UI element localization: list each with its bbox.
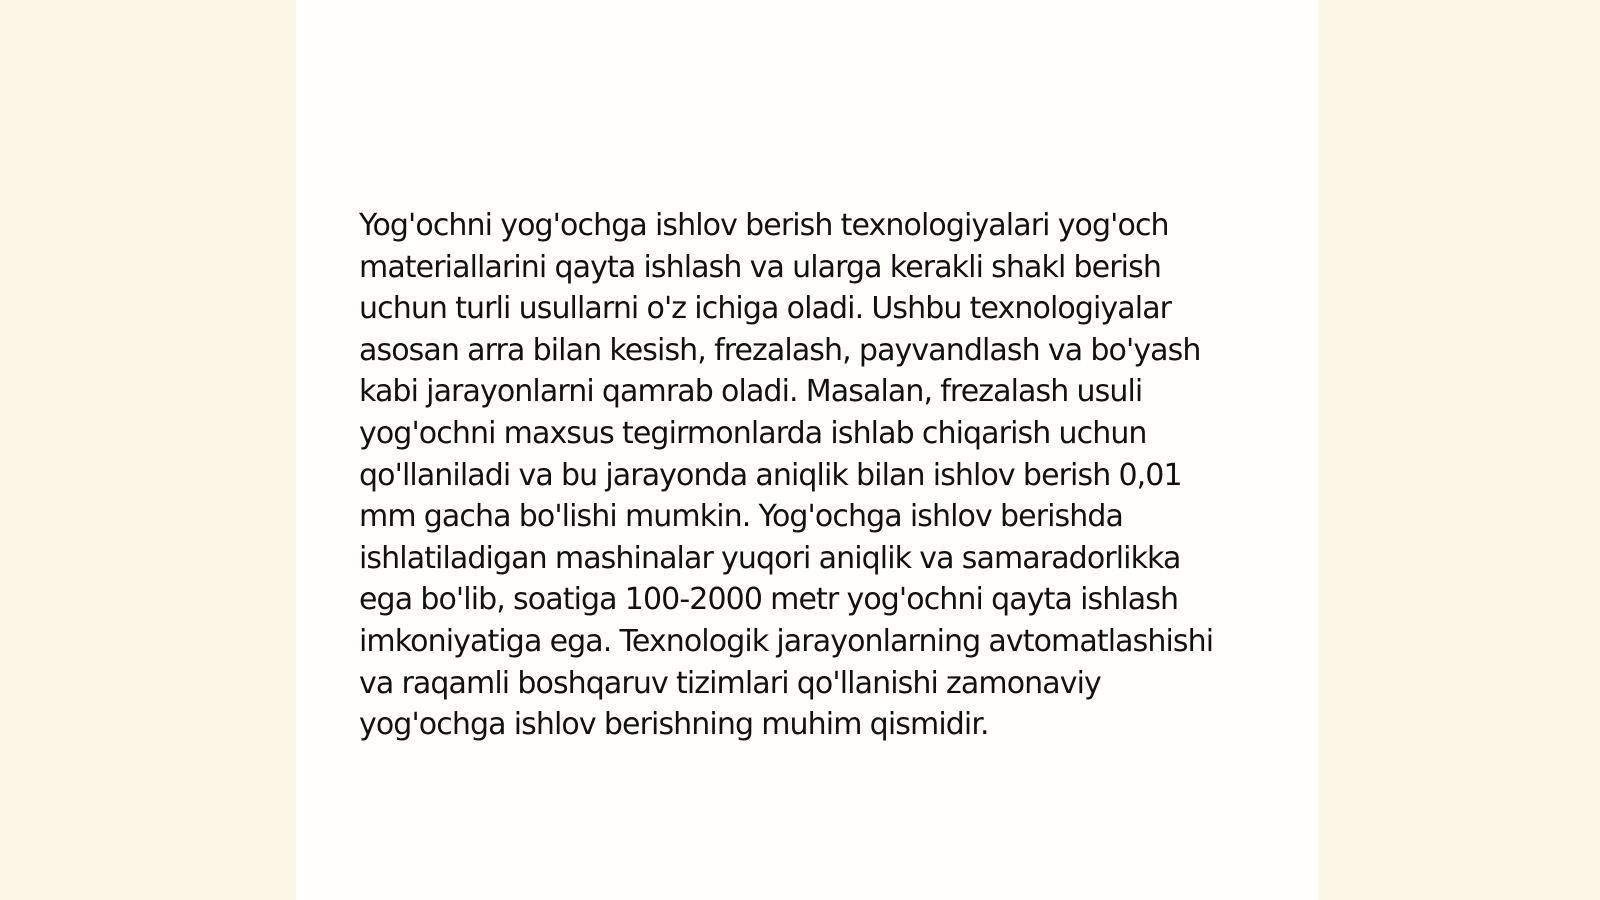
body-paragraph: Yog'ochni yog'ochga ishlov berish texnologiyalari yog'och materiallarini qayta ishlash va ularga kerakli shakl berish uchun turli usullarni o'z ichiga oladi. Ushbu texnologiyalar asosan arra bilan kesish, frezalash, payvandlash va bo'yash kabi jarayonlarni qamrab oladi. Masalan, frezalash usuli yog'ochni maxsus tegirmonlarda ishlab chiqarish uchun qo'llaniladi va bu jarayonda aniqlik bilan ishlov berish 0,01 mm gacha bo'lishi mumkin. Yog'ochga ishlov berishda ishlatiladigan mashinalar yuqori aniqlik va samaradorlikka ega bo'lib, soatiga 100-2000 metr yog'ochni qayta ishlash imkoniyatiga ega. Texnologik jarayonlarning avtomatlashishi va raqamli boshqaruv tizimlari qo'llanishi zamonaviy yog'ochga ishlov berishning muhim qismidir. — [359, 208, 1214, 743]
document-page — [296, 0, 1318, 900]
